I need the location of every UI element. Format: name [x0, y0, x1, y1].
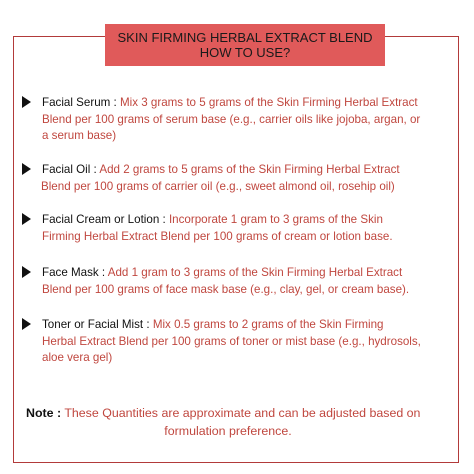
usage-item-text: Mix 3 grams to 5 grams of the Skin Firming Herbal Extract	[116, 96, 418, 109]
usage-item-label: Toner or Facial Mist :	[42, 318, 150, 331]
usage-item-label: Facial Serum :	[42, 96, 117, 109]
usage-item-label: Face Mask :	[42, 266, 106, 279]
usage-item-text: aloe vera gel)	[42, 351, 113, 364]
usage-item-label: Facial Cream or Lotion :	[42, 213, 166, 226]
usage-item-text: Blend per 100 grams of serum base (e.g., carrier oils like jojoba, argan, or	[42, 112, 421, 126]
arrow-bullet-icon	[22, 266, 31, 278]
title-line-2: HOW TO USE?	[199, 45, 291, 60]
title-line-1: SKIN FIRMING HERBAL EXTRACT BLEND	[117, 30, 373, 45]
usage-item-text: Blend per 100 grams of carrier oil (e.g., sweet almond oil, rosehip oil)	[41, 179, 395, 193]
arrow-bullet-icon	[22, 213, 31, 225]
usage-item-text: a serum base)	[42, 129, 117, 142]
arrow-bullet-icon	[22, 163, 31, 175]
usage-item-facial-serum	[22, 95, 458, 145]
usage-item-label: Facial Oil :	[42, 163, 97, 176]
arrow-bullet-icon	[22, 318, 31, 330]
arrow-bullet-icon	[22, 96, 31, 108]
usage-item-facial-oil	[22, 162, 458, 195]
usage-item-toner	[22, 317, 458, 367]
usage-item-face-mask	[22, 265, 458, 298]
usage-item-text: Herbal Extract Blend per 100 grams of toner or mist base (e.g., hydrosols,	[42, 334, 421, 348]
usage-item-text: Mix 0.5 grams to 2 grams of the Skin Firming	[149, 318, 384, 331]
usage-item-text: Firming Herbal Extract Blend per 100 grams of cream or lotion base.	[42, 229, 393, 243]
note-text: These Quantities are approximate and can be adjusted based on	[61, 406, 421, 420]
note-label: Note :	[26, 406, 62, 420]
note-text: formulation preference.	[164, 424, 292, 438]
usage-item-facial-cream	[22, 212, 458, 245]
usage-item-text: Add 2 grams to 5 grams of the Skin Firming Herbal Extract	[96, 163, 400, 176]
usage-item-text: Add 1 gram to 3 grams of the Skin Firming Herbal Extract	[105, 266, 403, 279]
note-section	[26, 404, 456, 440]
title-banner	[105, 24, 385, 66]
usage-item-text: Blend per 100 grams of face mask base (e.g., clay, gel, or cream base).	[42, 282, 410, 296]
usage-item-text: Incorporate 1 gram to 3 grams of the Skin	[165, 213, 383, 226]
